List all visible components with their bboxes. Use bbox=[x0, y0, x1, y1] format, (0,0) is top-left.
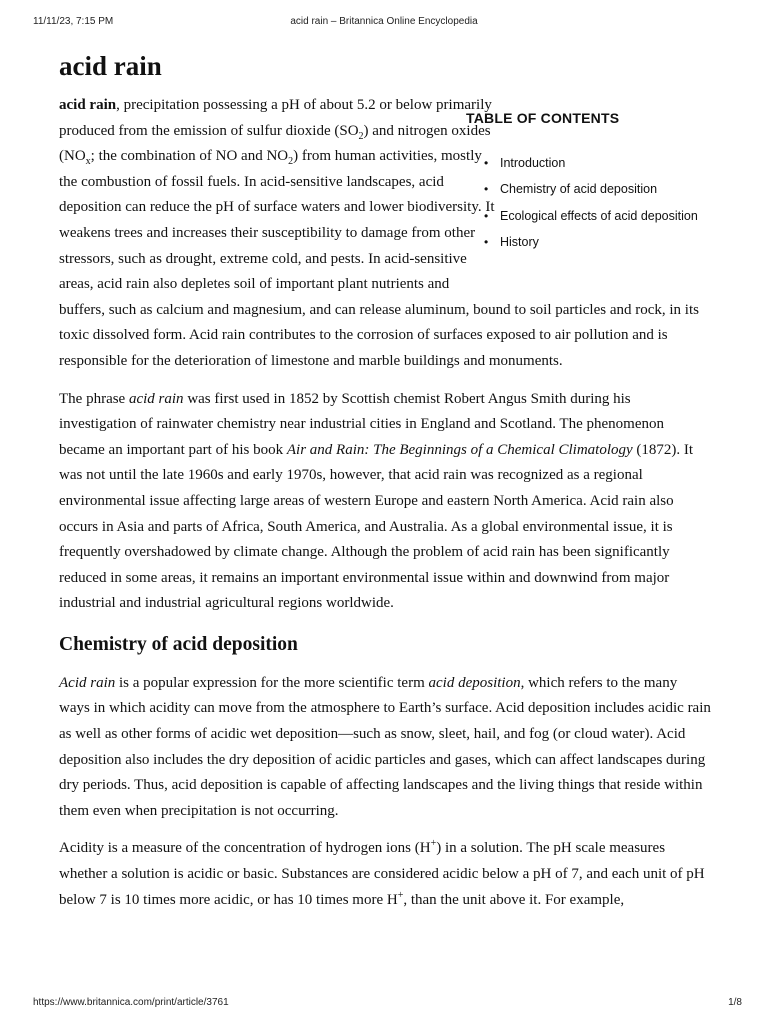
section-heading-chemistry: Chemistry of acid deposition bbox=[59, 633, 298, 655]
toc-heading: TABLE OF CONTENTS bbox=[466, 110, 620, 126]
book-title: Air and Rain: The Beginnings of a Chemical Climatology bbox=[286, 441, 633, 458]
article-title: acid rain bbox=[59, 51, 162, 81]
toc-item-chemistry[interactable]: • Chemistry of acid deposition bbox=[466, 176, 746, 202]
print-page-title: acid rain – Britannica Online Encyclopedia bbox=[290, 16, 478, 27]
intro-paragraph: acid rain, precipitation possessing a pH of about 5.2 or below primarily produced from the emission of sulfur dioxide $(SO_2)$ and nitrogen oxides ($NO_x$; the combination of NO and $NO_2$) from human activities, mostly the combustion of fossil fuels. In acid-sensitive landscapes, acid deposition can reduce the pH of surface waters and lower biodiversity. It weakens trees and increases their susceptibility to damage from other stressors, such as drought, extreme cold, and pests. In acid-sensitive areas, acid rain also depletes soil of important plant nutrients and buffers, such as calcium and magnesium, and can release aluminum, bound to soil particles and rock, in its toxic dissolved form. Acid rain contributes to the corrosion of surfaces exposed to air pollution and is responsible for the deterioration of limestone and marble buildings and monuments. bbox=[59, 97, 699, 369]
toc-item-introduction[interactable]: • Introduction bbox=[466, 150, 746, 176]
defined-term: acid rain bbox=[59, 97, 117, 113]
history-paragraph: The phrase acid rain was first used in 1852 by Scottish chemist Robert Angus Smith during his investigation of rainwater chemistry near industrial cities in England and Scotland. The phenomenon became an important part of his book Air and Rain: The Beginnings of a Chemical Climatology (1872). It was not until the late 1960s and early 1970s, however, that acid rain was recognized as a regional environmental issue affecting large areas of western Europe and eastern North America. Acid rain also occurs in Asia and parts of Africa, South America, and Australia. As a global environmental issue, it is frequently overshadowed by climate change. Although the problem of acid rain has been significantly reduced in some areas, it remains an important environmental issue within and downwind from major industrial and industrial agricultural regions worldwide. bbox=[59, 390, 694, 612]
toc-item-ecological-effects[interactable]: • Ecological effects of acid deposition bbox=[466, 203, 746, 229]
acidity-paragraph: Acidity is a measure of the concentration of hydrogen ions (H+) in a solution. The pH scale measures whether a solution is acidic or basic. Substances are considered acidic below a pH of 7, and each unit of pH below 7 is 10 times more acidic, or has 10 times more H+, than the unit above it. For example, bbox=[59, 838, 705, 908]
article-body bbox=[59, 93, 711, 925]
toc-spacer bbox=[495, 93, 711, 283]
toc-item-history[interactable]: • History bbox=[466, 229, 746, 255]
print-datetime: 11/11/23, 7:15 PM bbox=[33, 16, 114, 27]
print-page-number: 1/8 bbox=[728, 997, 742, 1008]
print-url: https://www.britannica.com/print/article/3761 bbox=[33, 997, 229, 1008]
chemistry-paragraph: Acid rain is a popular expression for the more scientific term acid deposition, which refers to the many ways in which acidity can move from the atmosphere to Earth’s surface. Acid deposition includes acidic rain as well as other forms of acidic wet deposition—such as snow, sleet, hail, and fog (or cloud water). Acid deposition also includes the dry deposition of acidic particles and gases, which can affect landscapes during dry periods. Thus, acid deposition is capable of affecting landscapes and the living things that reside within them even when precipitation is not occurring. bbox=[59, 674, 711, 819]
